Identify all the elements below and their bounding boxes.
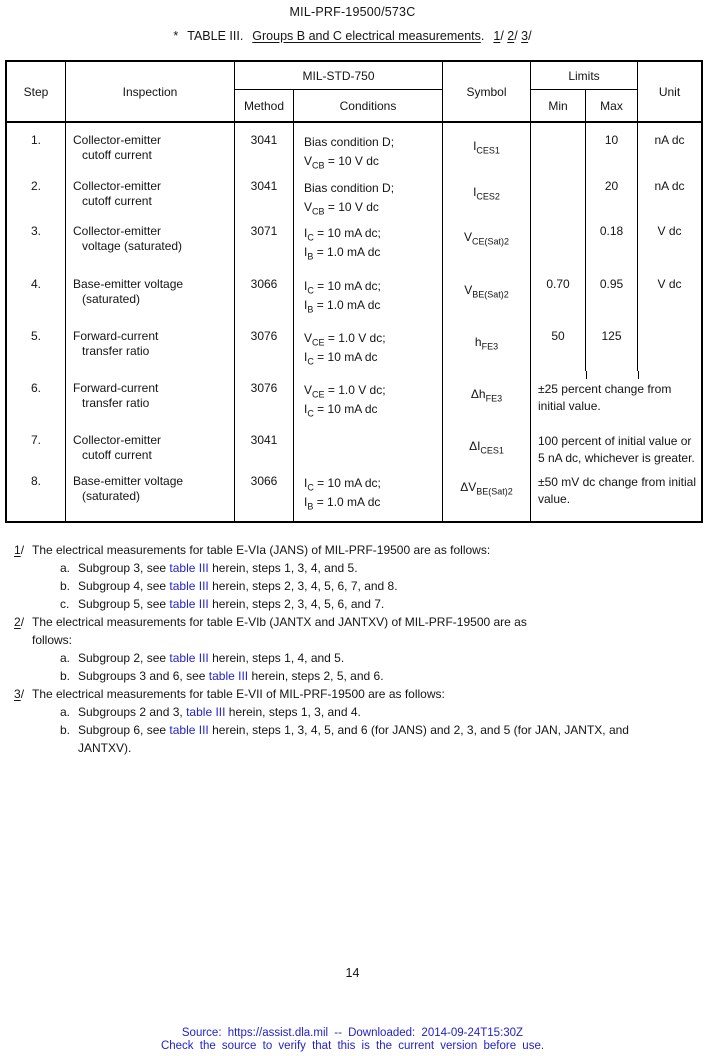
footnote-marker: 3/	[14, 687, 25, 701]
header-mil-std-750: MIL-STD-750	[234, 62, 442, 90]
table-header	[7, 62, 701, 123]
cell-step: 3.	[30, 224, 41, 238]
cell-symbol: $V_{BE(Sat)2}$	[442, 267, 530, 319]
cell-step: 1.	[30, 133, 41, 147]
title-footnote-ref: 1	[493, 29, 501, 43]
footnote-marker: a.	[60, 651, 71, 665]
page-number: 14	[345, 966, 360, 980]
table-row	[7, 464, 701, 521]
cell-conditions: $V_{CE} = 1.0$ V dc; $I_C = 10$ mA dc	[293, 319, 442, 371]
table-iii-link[interactable]: table III	[169, 561, 209, 575]
cell-symbol: $\Delta h_{FE3}$	[442, 371, 530, 423]
cell-step: 6.	[30, 381, 41, 395]
header-unit: Unit	[637, 62, 701, 121]
header-max: Max	[585, 90, 637, 121]
cell-symbol: $V_{CE(Sat)2}$	[442, 214, 530, 267]
footnote-line: JANTXV).	[78, 741, 132, 755]
cell-min	[530, 123, 585, 169]
cell-inspection: Base-emitter voltage (saturated)	[65, 464, 234, 521]
table-row	[7, 214, 701, 267]
footer-verify-line: Check the source to verify that this is the current version before use.	[160, 1040, 545, 1052]
cell-unit	[637, 319, 701, 371]
cell-step: 7.	[30, 433, 41, 447]
footnote-marker: b.	[60, 723, 71, 737]
footnote-marker: c.	[60, 597, 70, 611]
cell-max: 0.95	[585, 267, 637, 319]
title-period: .	[480, 29, 485, 43]
column-divider-stub	[638, 371, 639, 379]
cell-conditions: $I_C = 10$ mA dc; $I_B = 1.0$ mA dc	[293, 214, 442, 267]
title-underlined-text: Groups B and C electrical measurements	[252, 29, 481, 43]
footnote-line: 2/ The electrical measurements for table E-VIb (JANTX and JANTXV) of MIL-PRF-19500 are as	[14, 615, 527, 629]
table-iii-link[interactable]: table III	[169, 723, 209, 737]
cell-inspection: Base-emitter voltage (saturated)	[65, 267, 234, 319]
footnote-line: follows:	[32, 633, 73, 647]
measurements-table	[5, 60, 703, 523]
footnote-marker: 2/	[14, 615, 25, 629]
footnote-marker: 1/	[14, 543, 25, 557]
footnote-line: b. Subgroup 4, see table III herein, steps 2, 3, 4, 5, 6, 7, and 8.	[60, 579, 398, 593]
header-inspection: Inspection	[65, 62, 234, 121]
column-divider-stub	[586, 371, 587, 379]
cell-symbol: $I_{CES2}$	[442, 169, 530, 214]
title-asterisk: *	[173, 29, 179, 43]
cell-limit-text: 100 percent of initial value or 5 nA dc, whichever is greater.	[530, 423, 701, 464]
cell-inspection: Forward-current transfer ratio	[65, 371, 234, 423]
footnote-line: b. Subgroup 6, see table III herein, steps 1, 3, 4, 5, and 6 (for JANS) and 2, 3, and 5 (for JAN, JANTX, and	[60, 723, 629, 737]
title-label: TABLE III.	[187, 29, 244, 43]
cell-max: 0.18	[585, 214, 637, 267]
cell-min	[530, 214, 585, 267]
footnotes	[0, 541, 700, 757]
cell-conditions: $I_C = 10$ mA dc; $I_B = 1.0$ mA dc	[293, 464, 442, 521]
cell-method: 3066	[234, 267, 293, 319]
footnote-line: a. Subgroups 2 and 3, table III herein, steps 1, 3, and 4.	[60, 705, 361, 719]
footnote-line: 1/ The electrical measurements for table E-VIa (JANS) of MIL-PRF-19500 are as follows:	[14, 543, 491, 557]
cell-step: 2.	[30, 179, 41, 193]
cell-limit-text: ±25 percent change from initial value.	[530, 371, 701, 423]
cell-method: 3076	[234, 371, 293, 423]
cell-step: 4.	[30, 277, 41, 291]
footnote-marker: b.	[60, 579, 71, 593]
table-row	[7, 123, 701, 169]
header-method: Method	[234, 90, 293, 121]
table-row	[7, 267, 701, 319]
footnote-line: c. Subgroup 5, see table III herein, steps 2, 3, 4, 5, 6, and 7.	[60, 597, 385, 611]
doc-number: MIL-PRF-19500/573C	[289, 5, 416, 19]
footnote-marker: b.	[60, 669, 71, 683]
cell-min: 0.70	[530, 267, 585, 319]
table-row	[7, 423, 701, 464]
cell-inspection: Collector-emitter cutoff current	[65, 423, 234, 464]
footnote-marker: a.	[60, 561, 71, 575]
table-row	[7, 371, 701, 423]
cell-unit: nA dc	[637, 169, 701, 214]
table-iii-link[interactable]: table III	[169, 597, 209, 611]
table-iii-link[interactable]: table III	[169, 651, 209, 665]
cell-inspection: Collector-emitter cutoff current	[65, 123, 234, 169]
table-row	[7, 169, 701, 217]
cell-inspection: Collector-emitter cutoff current	[65, 169, 234, 214]
table-title	[0, 29, 705, 43]
header-conditions: Conditions	[293, 90, 442, 121]
cell-unit: nA dc	[637, 123, 701, 169]
cell-conditions: Bias condition D; $V_{CB} = 10$ V dc	[293, 123, 442, 169]
cell-step: 5.	[30, 329, 41, 343]
download-footer	[0, 1027, 705, 1053]
cell-conditions: $V_{CE} = 1.0$ V dc; $I_C = 10$ mA dc	[293, 371, 442, 423]
cell-conditions	[293, 423, 442, 464]
table-iii-link[interactable]: table III	[169, 579, 209, 593]
header-symbol: Symbol	[442, 62, 530, 121]
footnote-line: 3/ The electrical measurements for table E-VII of MIL-PRF-19500 are as follows:	[14, 687, 445, 701]
cell-max: 20	[585, 169, 637, 214]
cell-limit-text: ±50 mV dc change from initial value.	[530, 464, 701, 521]
footnote-marker: a.	[60, 705, 71, 719]
cell-method: 3041	[234, 169, 293, 214]
cell-inspection: Forward-current transfer ratio	[65, 319, 234, 371]
cell-min: 50	[530, 319, 585, 371]
header-min: Min	[530, 90, 585, 121]
cell-symbol: $\Delta V_{BE(Sat)2}$	[442, 464, 530, 521]
cell-max: 10	[585, 123, 637, 169]
cell-symbol: $I_{CES1}$	[442, 123, 530, 169]
cell-method: 3041	[234, 423, 293, 464]
cell-conditions: $I_C = 10$ mA dc; $I_B = 1.0$ mA dc	[293, 267, 442, 319]
title-footnote-refs: 1/ 2/ 3/	[493, 29, 532, 43]
cell-unit: V dc	[637, 214, 701, 267]
cell-method: 3076	[234, 319, 293, 371]
footnote-line: b. Subgroups 3 and 6, see table III herein, steps 2, 5, and 6.	[60, 669, 384, 683]
cell-symbol: $h_{FE3}$	[442, 319, 530, 371]
cell-method: 3041	[234, 123, 293, 169]
footer-source-line: Source: https://assist.dla.mil -- Downloaded: 2014-09-24T15:30Z	[181, 1027, 524, 1039]
cell-unit: V dc	[637, 267, 701, 319]
title-footnote-ref: 2	[507, 29, 515, 43]
cell-method: 3066	[234, 464, 293, 521]
table-iii-link[interactable]: table III	[208, 669, 249, 683]
table-body	[7, 123, 701, 521]
header-limits: Limits	[530, 62, 637, 90]
cell-max: 125	[585, 319, 637, 371]
cell-min	[530, 169, 585, 214]
cell-method: 3071	[234, 214, 293, 267]
header-step: Step	[23, 84, 49, 99]
table-iii-link[interactable]: table III	[186, 705, 226, 719]
title-footnote-ref: 3	[521, 29, 529, 43]
cell-symbol: $\Delta I_{CES1}$	[442, 423, 530, 464]
footnote-line: a. Subgroup 2, see table III herein, steps 1, 4, and 5.	[60, 651, 345, 665]
footnote-line: a. Subgroup 3, see table III herein, steps 1, 3, 4, and 5.	[60, 561, 358, 575]
table-row	[7, 319, 701, 371]
cell-step: 8.	[30, 474, 41, 488]
cell-conditions: Bias condition D; $V_{CB} = 10$ V dc	[293, 169, 442, 214]
cell-inspection: Collector-emitter voltage (saturated)	[65, 214, 234, 267]
